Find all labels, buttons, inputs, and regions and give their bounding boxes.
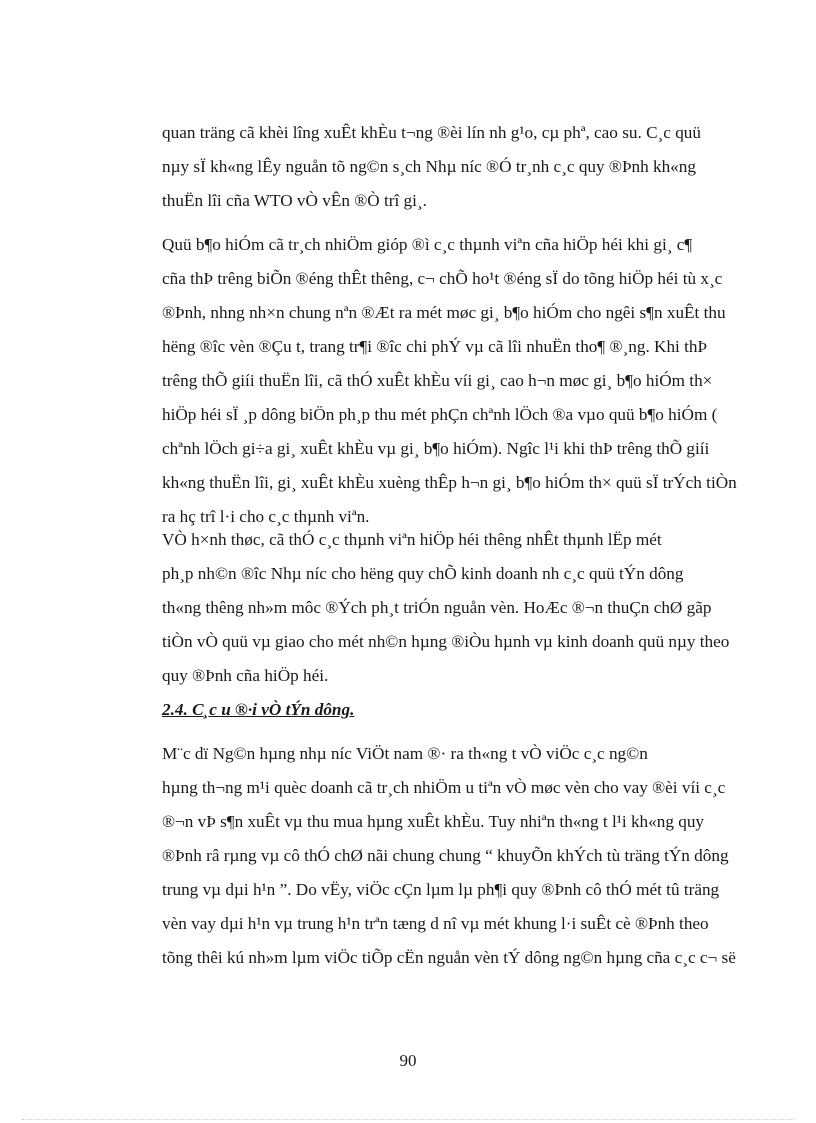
text-line: th«ng thêng nh»m môc ®Ých ph¸t triÓn nguån vèn. HoÆc ®¬n thuÇn chØ gãp (162, 598, 712, 617)
text-line: hiÖp héi sÏ ¸p dông biÖn ph¸p thu mét phÇn chªnh lÖch ®a vµo quü b¶o hiÓm ( (162, 405, 718, 424)
text-line: cña thÞ trêng biÕn ®éng thÊt thêng, c¬ chÕ ho¹t ®éng sÏ do tõng hiÖp héi tù x¸c (162, 269, 723, 288)
section-heading: 2.4. C¸c u ®·i vÒ tÝn dông. (162, 700, 355, 719)
text-line: tõng thêi kú nh»m lµm viÖc tiÕp cËn nguån vèn tÝ dông ng©n hµng cña c¸c c¬ së (162, 948, 736, 967)
text-line: ph¸p nh©n ®îc Nhµ níc cho hëng quy chÕ kinh doanh nh c¸c quü tÝn dông (162, 564, 684, 583)
text-line: chªnh lÖch gi÷a gi¸ xuÊt khÈu vµ gi¸ b¶o hiÓm). Ngîc l¹i khi thÞ trêng thÕ giíi (162, 439, 710, 458)
text-line: VÒ h×nh thøc, cã thÓ c¸c thµnh viªn hiÖp héi thêng nhÊt thµnh lËp mét (162, 530, 662, 549)
text-line: quy ®Þnh cña hiÖp héi. (162, 666, 329, 685)
text-line: ra hç trî l·i cho c¸c thµnh viªn. (162, 507, 370, 526)
text-line: tiÒn vÒ quü vµ giao cho mét nh©n hµng ®iÒu hµnh vµ kinh doanh quü nµy theo (162, 632, 730, 651)
text-line: hµng th¬ng m¹i quèc doanh cã tr¸ch nhiÖm u tiªn vÒ møc vèn cho vay ®èi víi c¸c (162, 778, 726, 797)
text-line: trêng thÕ giíi thuËn lîi, cã thÓ xuÊt khÈu víi gi¸ cao h¬n møc gi¸ b¶o hiÓm th× (162, 371, 713, 390)
text-line: nµy sÏ kh«ng lÊy nguån tõ ng©n s¸ch Nhµ níc ®Ó tr¸nh c¸c quy ®Þnh kh«ng (162, 157, 696, 176)
text-line: kh«ng thuËn lîi, gi¸ xuÊt khÈu xuèng thÊp h¬n gi¸ b¶o hiÓm th× quü sÏ trÝch tiÒn (162, 473, 737, 492)
text-line: quan träng cã khèi lîng xuÊt khÈu t¬ng ®èi lín nh g¹o, cµ phª, cao su. C¸c quü (162, 123, 701, 142)
page-bottom-divider (22, 1119, 794, 1120)
text-line: vèn vay dµi h¹n vµ trung h¹n trªn tæng d nî vµ mét khung l·i suÊt cè ®Þnh theo (162, 914, 709, 933)
text-line: M¨c dï Ng©n hµng nhµ níc ViÖt nam ®· ra th«ng t vÒ viÖc c¸c ng©n (162, 744, 648, 763)
text-line: trung vµ dµi h¹n ”. Do vËy, viÖc cÇn lµm lµ ph¶i quy ®Þnh cô thÓ mét tû träng (162, 880, 720, 899)
text-line: ®Þnh, nhng nh×n chung nªn ®Æt ra mét møc gi¸ b¶o hiÓm cho ngêi s¶n xuÊt thu (162, 303, 726, 322)
text-line: thuËn lîi cña WTO vÒ vÊn ®Ò trî gi¸. (162, 191, 427, 210)
page-number: 90 (399, 1051, 417, 1070)
text-line: Quü b¶o hiÓm cã tr¸ch nhiÖm gióp ®ì c¸c thµnh viªn cña hiÖp héi khi gi¸ c¶ (162, 235, 693, 254)
text-line: ®Þnh râ rµng vµ cô thÓ chØ nãi chung chung “ khuyÕn khÝch tù träng tÝn dông (162, 846, 729, 865)
text-line: ®¬n vÞ s¶n xuÊt vµ thu mua hµng xuÊt khÈu. Tuy nhiªn th«ng t l¹i kh«ng quy (162, 812, 705, 831)
text-line: hëng ®îc vèn ®Çu t, trang tr¶i ®îc chi phÝ vµ cã lîi nhuËn tho¶ ®¸ng. Khi thÞ (162, 337, 708, 356)
